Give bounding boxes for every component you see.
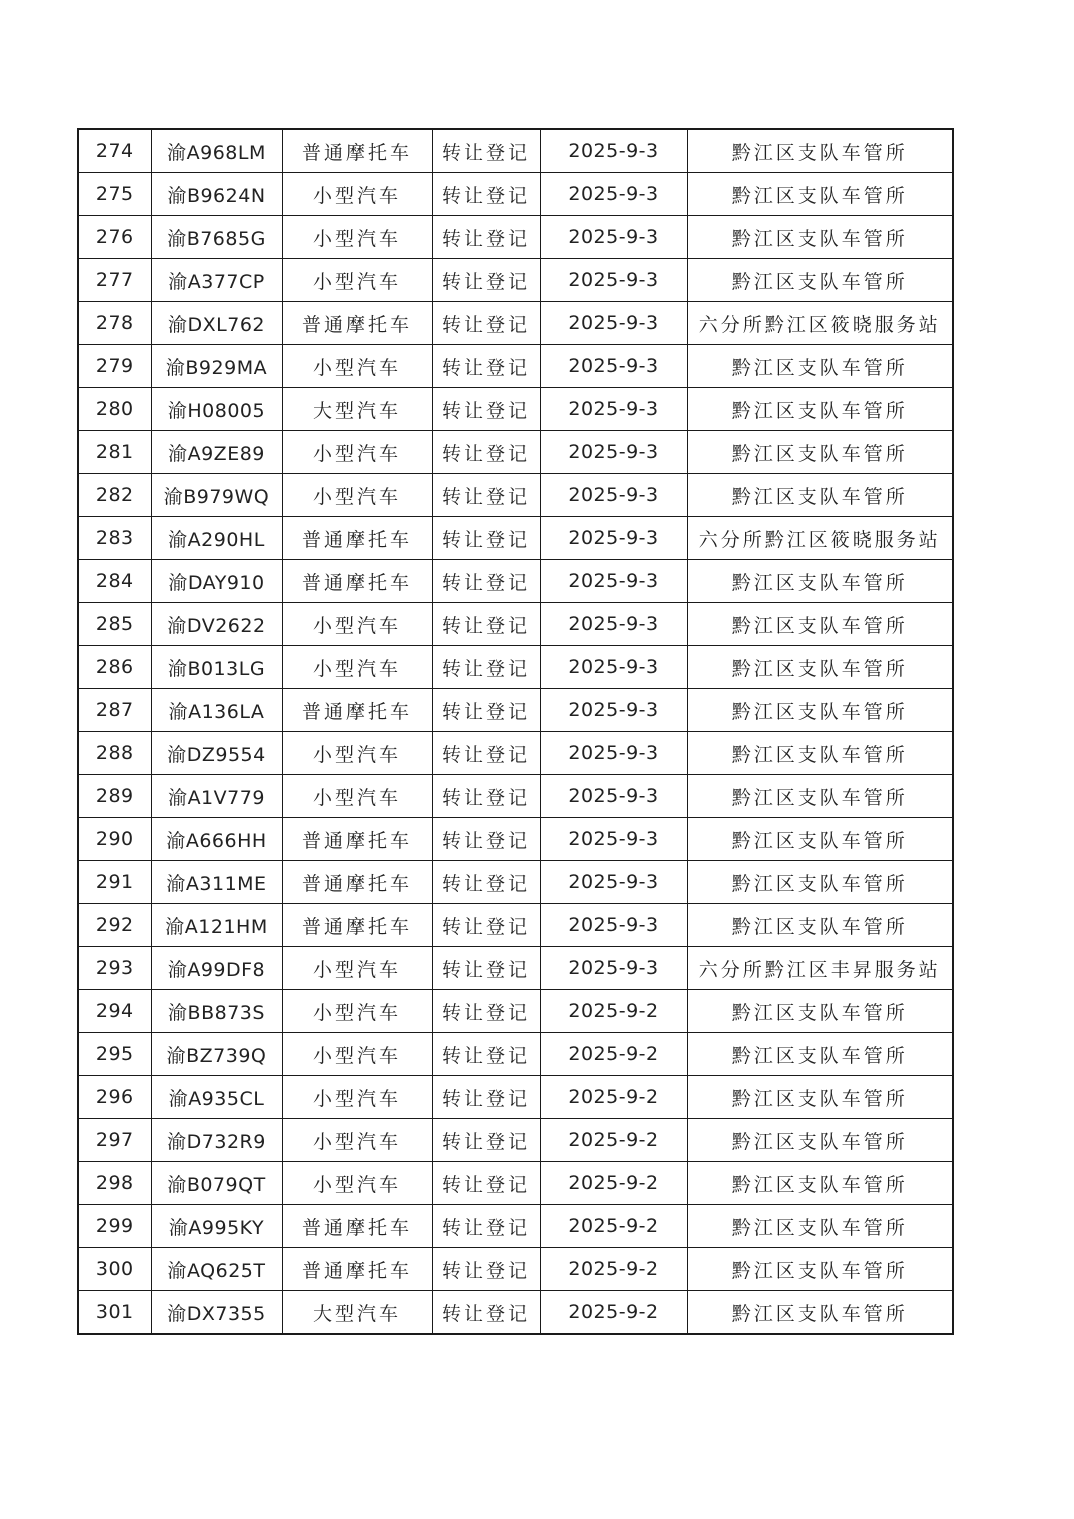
date-cell: 2025-9-2 xyxy=(540,1119,687,1162)
date-cell: 2025-9-3 xyxy=(540,818,687,861)
office-cell: 黔江区支队车管所 xyxy=(687,1248,953,1291)
plate-number-cell: 渝A995KY xyxy=(151,1205,282,1248)
row-number-cell: 287 xyxy=(78,689,151,732)
plate-number-cell: 渝DAY910 xyxy=(151,560,282,603)
office-cell: 黔江区支队车管所 xyxy=(687,689,953,732)
table-row xyxy=(78,904,953,947)
business-type-cell: 转让登记 xyxy=(432,904,540,947)
plate-number-cell: 渝B013LG xyxy=(151,646,282,689)
office-cell: 黔江区支队车管所 xyxy=(687,345,953,388)
date-cell: 2025-9-3 xyxy=(540,646,687,689)
date-cell: 2025-9-3 xyxy=(540,775,687,818)
vehicle-type-cell: 大型汽车 xyxy=(282,388,432,431)
vehicle-type-cell: 小型汽车 xyxy=(282,947,432,990)
office-cell: 黔江区支队车管所 xyxy=(687,560,953,603)
row-number-cell: 282 xyxy=(78,474,151,517)
date-cell: 2025-9-2 xyxy=(540,1248,687,1291)
vehicle-type-cell: 小型汽车 xyxy=(282,345,432,388)
plate-number-cell: 渝A136LA xyxy=(151,689,282,732)
vehicle-type-cell: 小型汽车 xyxy=(282,990,432,1033)
vehicle-type-cell: 小型汽车 xyxy=(282,1162,432,1205)
table-row xyxy=(78,1119,953,1162)
business-type-cell: 转让登记 xyxy=(432,474,540,517)
table-row xyxy=(78,990,953,1033)
vehicle-type-cell: 普通摩托车 xyxy=(282,861,432,904)
table-row xyxy=(78,1076,953,1119)
plate-number-cell: 渝A311ME xyxy=(151,861,282,904)
plate-number-cell: 渝B7685G xyxy=(151,216,282,259)
vehicle-type-cell: 大型汽车 xyxy=(282,1291,432,1335)
office-cell: 黔江区支队车管所 xyxy=(687,1033,953,1076)
row-number-cell: 293 xyxy=(78,947,151,990)
table-row xyxy=(78,216,953,259)
business-type-cell: 转让登记 xyxy=(432,216,540,259)
vehicle-type-cell: 小型汽车 xyxy=(282,646,432,689)
business-type-cell: 转让登记 xyxy=(432,1291,540,1335)
business-type-cell: 转让登记 xyxy=(432,1162,540,1205)
date-cell: 2025-9-3 xyxy=(540,431,687,474)
date-cell: 2025-9-3 xyxy=(540,388,687,431)
business-type-cell: 转让登记 xyxy=(432,603,540,646)
table-row xyxy=(78,1291,953,1335)
vehicle-type-cell: 小型汽车 xyxy=(282,259,432,302)
row-number-cell: 280 xyxy=(78,388,151,431)
table-row xyxy=(78,560,953,603)
office-cell: 黔江区支队车管所 xyxy=(687,1076,953,1119)
plate-number-cell: 渝A377CP xyxy=(151,259,282,302)
date-cell: 2025-9-3 xyxy=(540,216,687,259)
date-cell: 2025-9-2 xyxy=(540,1076,687,1119)
date-cell: 2025-9-3 xyxy=(540,173,687,216)
table-body xyxy=(78,129,953,1334)
table-row xyxy=(78,818,953,861)
date-cell: 2025-9-3 xyxy=(540,129,687,173)
table-row xyxy=(78,1162,953,1205)
row-number-cell: 295 xyxy=(78,1033,151,1076)
vehicle-registration-table xyxy=(77,128,954,1335)
office-cell: 黔江区支队车管所 xyxy=(687,1162,953,1205)
table-row xyxy=(78,474,953,517)
vehicle-type-cell: 小型汽车 xyxy=(282,732,432,775)
date-cell: 2025-9-3 xyxy=(540,861,687,904)
business-type-cell: 转让登记 xyxy=(432,302,540,345)
business-type-cell: 转让登记 xyxy=(432,818,540,861)
row-number-cell: 281 xyxy=(78,431,151,474)
office-cell: 黔江区支队车管所 xyxy=(687,818,953,861)
row-number-cell: 294 xyxy=(78,990,151,1033)
office-cell: 黔江区支队车管所 xyxy=(687,646,953,689)
row-number-cell: 286 xyxy=(78,646,151,689)
row-number-cell: 279 xyxy=(78,345,151,388)
date-cell: 2025-9-3 xyxy=(540,560,687,603)
business-type-cell: 转让登记 xyxy=(432,990,540,1033)
business-type-cell: 转让登记 xyxy=(432,1119,540,1162)
business-type-cell: 转让登记 xyxy=(432,129,540,173)
vehicle-type-cell: 小型汽车 xyxy=(282,603,432,646)
plate-number-cell: 渝A290HL xyxy=(151,517,282,560)
table-row xyxy=(78,646,953,689)
plate-number-cell: 渝DXL762 xyxy=(151,302,282,345)
office-cell: 六分所黔江区丰昇服务站 xyxy=(687,947,953,990)
table-row xyxy=(78,302,953,345)
business-type-cell: 转让登记 xyxy=(432,775,540,818)
table-row xyxy=(78,345,953,388)
table-row xyxy=(78,603,953,646)
table-row xyxy=(78,173,953,216)
vehicle-type-cell: 小型汽车 xyxy=(282,1033,432,1076)
vehicle-type-cell: 普通摩托车 xyxy=(282,689,432,732)
business-type-cell: 转让登记 xyxy=(432,689,540,732)
office-cell: 黔江区支队车管所 xyxy=(687,603,953,646)
office-cell: 黔江区支队车管所 xyxy=(687,216,953,259)
office-cell: 黔江区支队车管所 xyxy=(687,1205,953,1248)
row-number-cell: 298 xyxy=(78,1162,151,1205)
date-cell: 2025-9-3 xyxy=(540,259,687,302)
office-cell: 黔江区支队车管所 xyxy=(687,775,953,818)
row-number-cell: 283 xyxy=(78,517,151,560)
table-row xyxy=(78,129,953,173)
table-row xyxy=(78,517,953,560)
business-type-cell: 转让登记 xyxy=(432,732,540,775)
date-cell: 2025-9-3 xyxy=(540,947,687,990)
business-type-cell: 转让登记 xyxy=(432,388,540,431)
office-cell: 六分所黔江区筱晓服务站 xyxy=(687,517,953,560)
vehicle-type-cell: 普通摩托车 xyxy=(282,1248,432,1291)
office-cell: 黔江区支队车管所 xyxy=(687,259,953,302)
plate-number-cell: 渝A99DF8 xyxy=(151,947,282,990)
vehicle-type-cell: 普通摩托车 xyxy=(282,818,432,861)
table-row xyxy=(78,259,953,302)
plate-number-cell: 渝B979WQ xyxy=(151,474,282,517)
vehicle-type-cell: 小型汽车 xyxy=(282,173,432,216)
row-number-cell: 278 xyxy=(78,302,151,345)
table-row xyxy=(78,1248,953,1291)
date-cell: 2025-9-2 xyxy=(540,1205,687,1248)
business-type-cell: 转让登记 xyxy=(432,345,540,388)
office-cell: 黔江区支队车管所 xyxy=(687,904,953,947)
plate-number-cell: 渝DZ9554 xyxy=(151,732,282,775)
vehicle-type-cell: 小型汽车 xyxy=(282,474,432,517)
plate-number-cell: 渝H08005 xyxy=(151,388,282,431)
office-cell: 黔江区支队车管所 xyxy=(687,431,953,474)
plate-number-cell: 渝BZ739Q xyxy=(151,1033,282,1076)
row-number-cell: 285 xyxy=(78,603,151,646)
row-number-cell: 274 xyxy=(78,129,151,173)
office-cell: 黔江区支队车管所 xyxy=(687,1119,953,1162)
date-cell: 2025-9-3 xyxy=(540,517,687,560)
business-type-cell: 转让登记 xyxy=(432,517,540,560)
business-type-cell: 转让登记 xyxy=(432,173,540,216)
business-type-cell: 转让登记 xyxy=(432,1076,540,1119)
date-cell: 2025-9-3 xyxy=(540,904,687,947)
table-row xyxy=(78,947,953,990)
office-cell: 黔江区支队车管所 xyxy=(687,129,953,173)
row-number-cell: 276 xyxy=(78,216,151,259)
plate-number-cell: 渝DV2622 xyxy=(151,603,282,646)
vehicle-type-cell: 普通摩托车 xyxy=(282,1205,432,1248)
business-type-cell: 转让登记 xyxy=(432,1205,540,1248)
business-type-cell: 转让登记 xyxy=(432,1248,540,1291)
plate-number-cell: 渝B079QT xyxy=(151,1162,282,1205)
business-type-cell: 转让登记 xyxy=(432,861,540,904)
date-cell: 2025-9-3 xyxy=(540,689,687,732)
plate-number-cell: 渝A968LM xyxy=(151,129,282,173)
vehicle-type-cell: 普通摩托车 xyxy=(282,129,432,173)
vehicle-type-cell: 小型汽车 xyxy=(282,431,432,474)
plate-number-cell: 渝AQ625T xyxy=(151,1248,282,1291)
row-number-cell: 297 xyxy=(78,1119,151,1162)
table-row xyxy=(78,431,953,474)
vehicle-type-cell: 普通摩托车 xyxy=(282,302,432,345)
plate-number-cell: 渝A666HH xyxy=(151,818,282,861)
business-type-cell: 转让登记 xyxy=(432,259,540,302)
vehicle-type-cell: 小型汽车 xyxy=(282,1076,432,1119)
office-cell: 黔江区支队车管所 xyxy=(687,732,953,775)
row-number-cell: 275 xyxy=(78,173,151,216)
date-cell: 2025-9-3 xyxy=(540,732,687,775)
plate-number-cell: 渝D732R9 xyxy=(151,1119,282,1162)
plate-number-cell: 渝B9624N xyxy=(151,173,282,216)
business-type-cell: 转让登记 xyxy=(432,431,540,474)
plate-number-cell: 渝BB873S xyxy=(151,990,282,1033)
row-number-cell: 299 xyxy=(78,1205,151,1248)
date-cell: 2025-9-3 xyxy=(540,345,687,388)
row-number-cell: 289 xyxy=(78,775,151,818)
plate-number-cell: 渝A935CL xyxy=(151,1076,282,1119)
table-row xyxy=(78,689,953,732)
vehicle-type-cell: 普通摩托车 xyxy=(282,904,432,947)
plate-number-cell: 渝A9ZE89 xyxy=(151,431,282,474)
row-number-cell: 284 xyxy=(78,560,151,603)
date-cell: 2025-9-2 xyxy=(540,1291,687,1335)
date-cell: 2025-9-3 xyxy=(540,603,687,646)
date-cell: 2025-9-2 xyxy=(540,990,687,1033)
vehicle-type-cell: 普通摩托车 xyxy=(282,560,432,603)
table-row xyxy=(78,1205,953,1248)
date-cell: 2025-9-2 xyxy=(540,1033,687,1076)
office-cell: 黔江区支队车管所 xyxy=(687,990,953,1033)
date-cell: 2025-9-2 xyxy=(540,1162,687,1205)
vehicle-type-cell: 小型汽车 xyxy=(282,775,432,818)
office-cell: 黔江区支队车管所 xyxy=(687,861,953,904)
office-cell: 黔江区支队车管所 xyxy=(687,388,953,431)
table-row xyxy=(78,775,953,818)
row-number-cell: 290 xyxy=(78,818,151,861)
table-row xyxy=(78,732,953,775)
table-row xyxy=(78,861,953,904)
date-cell: 2025-9-3 xyxy=(540,302,687,345)
office-cell: 黔江区支队车管所 xyxy=(687,474,953,517)
plate-number-cell: 渝B929MA xyxy=(151,345,282,388)
row-number-cell: 296 xyxy=(78,1076,151,1119)
vehicle-type-cell: 小型汽车 xyxy=(282,216,432,259)
plate-number-cell: 渝A1V779 xyxy=(151,775,282,818)
business-type-cell: 转让登记 xyxy=(432,560,540,603)
row-number-cell: 288 xyxy=(78,732,151,775)
date-cell: 2025-9-3 xyxy=(540,474,687,517)
table-row xyxy=(78,1033,953,1076)
row-number-cell: 300 xyxy=(78,1248,151,1291)
row-number-cell: 301 xyxy=(78,1291,151,1335)
table-row xyxy=(78,388,953,431)
business-type-cell: 转让登记 xyxy=(432,646,540,689)
office-cell: 黔江区支队车管所 xyxy=(687,173,953,216)
business-type-cell: 转让登记 xyxy=(432,1033,540,1076)
business-type-cell: 转让登记 xyxy=(432,947,540,990)
plate-number-cell: 渝DX7355 xyxy=(151,1291,282,1335)
vehicle-type-cell: 普通摩托车 xyxy=(282,517,432,560)
office-cell: 黔江区支队车管所 xyxy=(687,1291,953,1335)
row-number-cell: 277 xyxy=(78,259,151,302)
row-number-cell: 292 xyxy=(78,904,151,947)
plate-number-cell: 渝A121HM xyxy=(151,904,282,947)
office-cell: 六分所黔江区筱晓服务站 xyxy=(687,302,953,345)
vehicle-type-cell: 小型汽车 xyxy=(282,1119,432,1162)
row-number-cell: 291 xyxy=(78,861,151,904)
